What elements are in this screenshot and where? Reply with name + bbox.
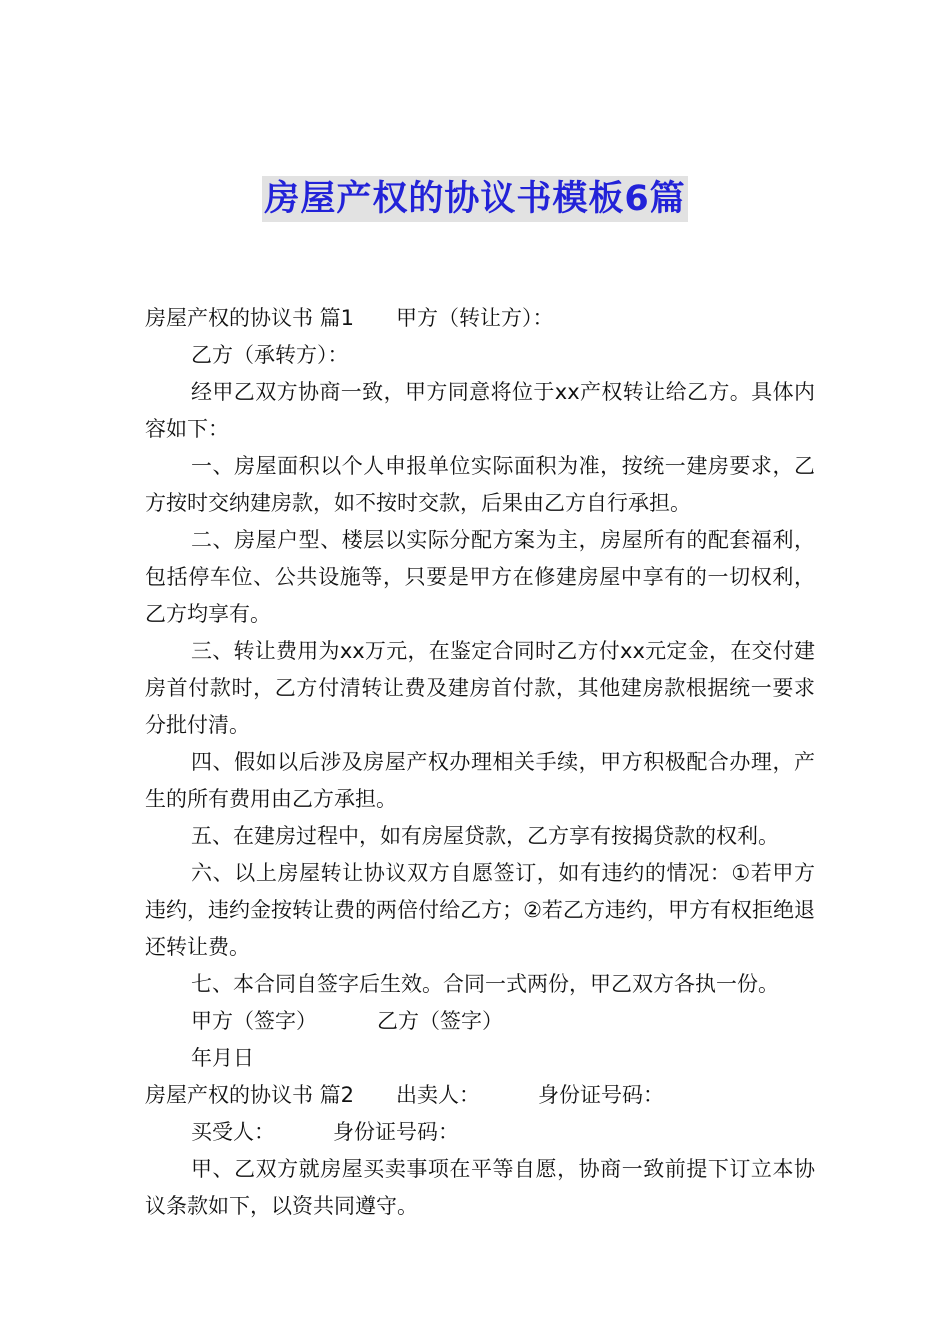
- section-2-intro: 甲、乙双方就房屋买卖事项在平等自愿，协商一致前提下订立本协议条款如下，以资共同遵守。: [145, 1157, 815, 1218]
- buyer-line: [145, 1114, 815, 1151]
- clause-4: 四、假如以后涉及房屋产权办理相关手续，甲方积极配合办理，产生的所有费用由乙方承担。: [145, 750, 815, 811]
- section-2-header-line: [145, 1077, 815, 1114]
- party-b-label: 乙方（承转方）：: [191, 343, 349, 367]
- signature-line: [145, 1003, 815, 1040]
- date-line: 年月日: [191, 1046, 254, 1070]
- clause-3: 三、转让费用为xx万元，在鉴定合同时乙方付xx元定金，在交付建房首付款时，乙方付清转让费及建房首付款，其他建房款根据统一要求分批付清。: [145, 639, 815, 737]
- document-body: [145, 300, 815, 1225]
- clause-1: 一、房屋面积以个人申报单位实际面积为准，按统一建房要求，乙方按时交纳建房款，如不按时交款，后果由乙方自行承担。: [145, 454, 815, 515]
- section-1-header-line: [145, 300, 815, 337]
- document-title: 房屋产权的协议书模板6篇: [262, 176, 687, 222]
- sign-b-label: 乙方（签字）: [377, 1009, 503, 1033]
- clause-7: 七、本合同自签字后生效。合同一式两份，甲乙双方各执一份。: [191, 972, 779, 996]
- clause-5: 五、在建房过程中，如有房屋贷款，乙方享有按揭贷款的权利。: [191, 824, 779, 848]
- buyer-label: 买受人：: [191, 1120, 275, 1144]
- buyer-id-label: 身份证号码：: [333, 1120, 459, 1144]
- title-block: [0, 176, 950, 222]
- seller-id-label: 身份证号码：: [538, 1083, 665, 1107]
- seller-label: 出卖人：: [396, 1083, 481, 1107]
- section-1-intro: 经甲乙双方协商一致，甲方同意将位于xx产权转让给乙方。具体内容如下：: [145, 380, 815, 441]
- clause-2: 二、房屋户型、楼层以实际分配方案为主，房屋所有的配套福利，包括停车位、公共设施等，只要是甲方在修建房屋中享有的一切权利，乙方均享有。: [145, 528, 815, 626]
- section-1-heading: 房屋产权的协议书 篇1: [145, 306, 355, 330]
- section-2-heading: 房屋产权的协议书 篇2: [145, 1083, 355, 1107]
- sign-a-label: 甲方（签字）: [191, 1009, 317, 1033]
- clause-6: 六、以上房屋转让协议双方自愿签订，如有违约的情况：①若甲方违约，违约金按转让费的两倍付给乙方；②若乙方违约，甲方有权拒绝退还转让费。: [145, 861, 815, 959]
- party-a-label: 甲方（转让方）：: [396, 306, 554, 330]
